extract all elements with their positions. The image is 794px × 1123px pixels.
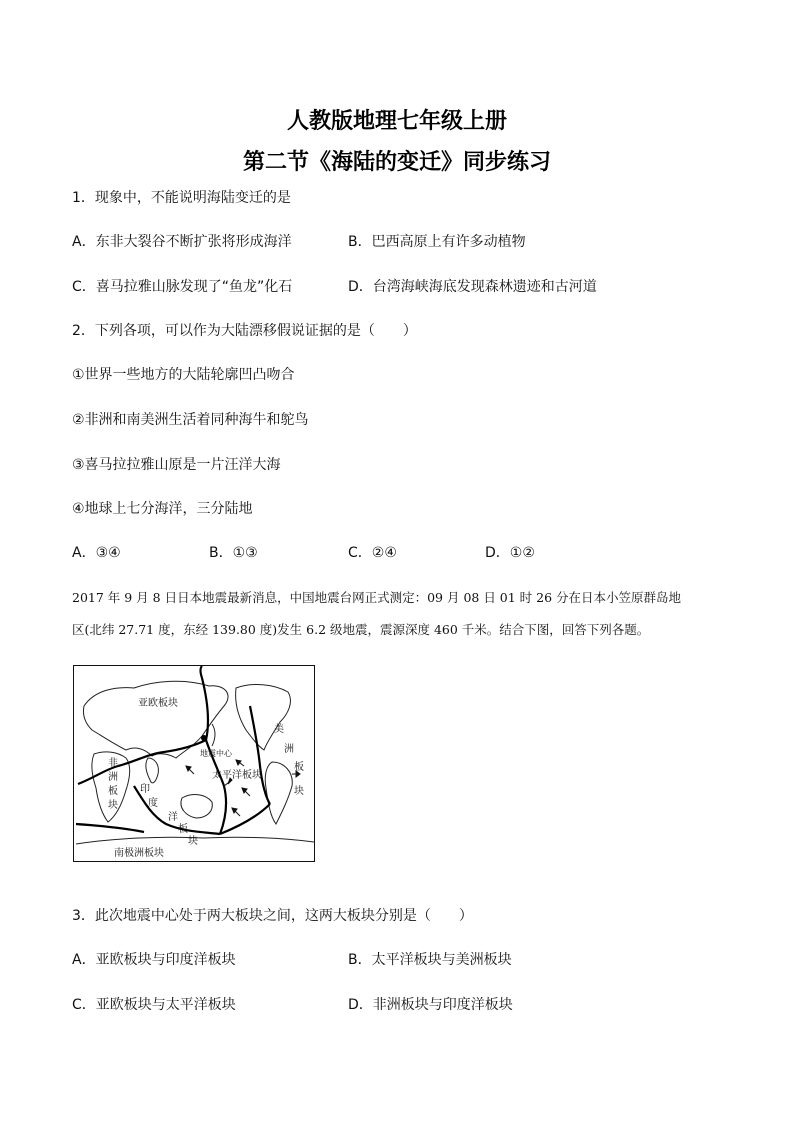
plate-map	[73, 665, 315, 862]
question-3-option-b: B．太平洋板块与美洲板块	[348, 952, 512, 968]
label-indian-4: 板	[178, 824, 188, 835]
question-2-statement-1: ①世界一些地方的大陆轮廓凹凸吻合	[72, 367, 295, 383]
question-1-option-b: B．巴西高原上有许多动植物	[348, 234, 526, 250]
label-america-4: 块	[294, 786, 304, 797]
question-3-option-a: A．亚欧板块与印度洋板块	[72, 952, 236, 968]
question-2-option-b: B．①③	[209, 545, 258, 561]
question-2-option-c: C．②④	[348, 545, 397, 561]
label-africa-2: 洲	[108, 772, 118, 783]
question-3-option-c: C．亚欧板块与太平洋板块	[72, 997, 236, 1013]
label-america-1: 美	[274, 724, 284, 735]
question-2-statement-2: ②非洲和南美洲生活着同种海牛和鸵鸟	[72, 412, 309, 428]
question-1-option-c: C．喜马拉雅山脉发现了“鱼龙”化石	[72, 279, 293, 295]
label-africa-1: 非	[108, 758, 118, 769]
label-indian-2: 度	[148, 798, 158, 809]
question-3-option-d: D．非洲板块与印度洋板块	[348, 997, 513, 1013]
epicenter-marker	[201, 735, 207, 741]
passage-line-1: 2017 年 9 月 8 日日本地震最新消息，中国地震台网正式测定：09 月 08 日 01 时 26 分在日本小笠原群岛地	[72, 590, 682, 605]
label-pacific-plate: 太平洋板块	[212, 770, 262, 781]
label-epicenter: 地震中心	[200, 749, 232, 758]
question-1-option-a: A．东非大裂谷不断扩张将形成海洋	[72, 234, 292, 250]
question-2-stem: 2．下列各项，可以作为大陆漂移假说证据的是（ ）	[72, 323, 417, 339]
label-indian-3: 洋	[168, 812, 178, 823]
page-title: 人教版地理七年级上册	[286, 108, 507, 134]
label-africa-3: 板	[108, 786, 118, 797]
question-2-option-a: A．③④	[72, 545, 121, 561]
label-africa-4: 块	[108, 800, 118, 811]
question-3-stem: 3．此次地震中心处于两大板块之间，这两大板块分别是（ ）	[72, 908, 473, 924]
question-2-option-d: D．①②	[485, 545, 535, 561]
question-2-statement-4: ④地球上七分海洋，三分陆地	[72, 501, 253, 517]
passage-line-2: 区(北纬 27.71 度，东经 139.80 度)发生 6.2 级地震，震源深度 460 千米。结合下图，回答下列各题。	[72, 622, 650, 637]
question-1-stem: 1．现象中，不能说明海陆变迁的是	[72, 190, 291, 206]
label-america-3: 板	[294, 762, 304, 773]
label-indian-5: 块	[188, 836, 198, 847]
label-indian-1: 印	[140, 784, 150, 795]
label-antarctic-plate: 南极洲板块	[114, 848, 164, 859]
label-eurasia-plate: 亚欧板块	[138, 698, 178, 709]
page-subtitle: 第二节《海陆的变迁》同步练习	[242, 149, 551, 175]
question-2-statement-3: ③喜马拉拉雅山原是一片汪洋大海	[72, 457, 281, 473]
question-1-option-d: D．台湾海峡海底发现森林遗迹和古河道	[348, 279, 597, 295]
label-america-2: 洲	[284, 744, 294, 755]
